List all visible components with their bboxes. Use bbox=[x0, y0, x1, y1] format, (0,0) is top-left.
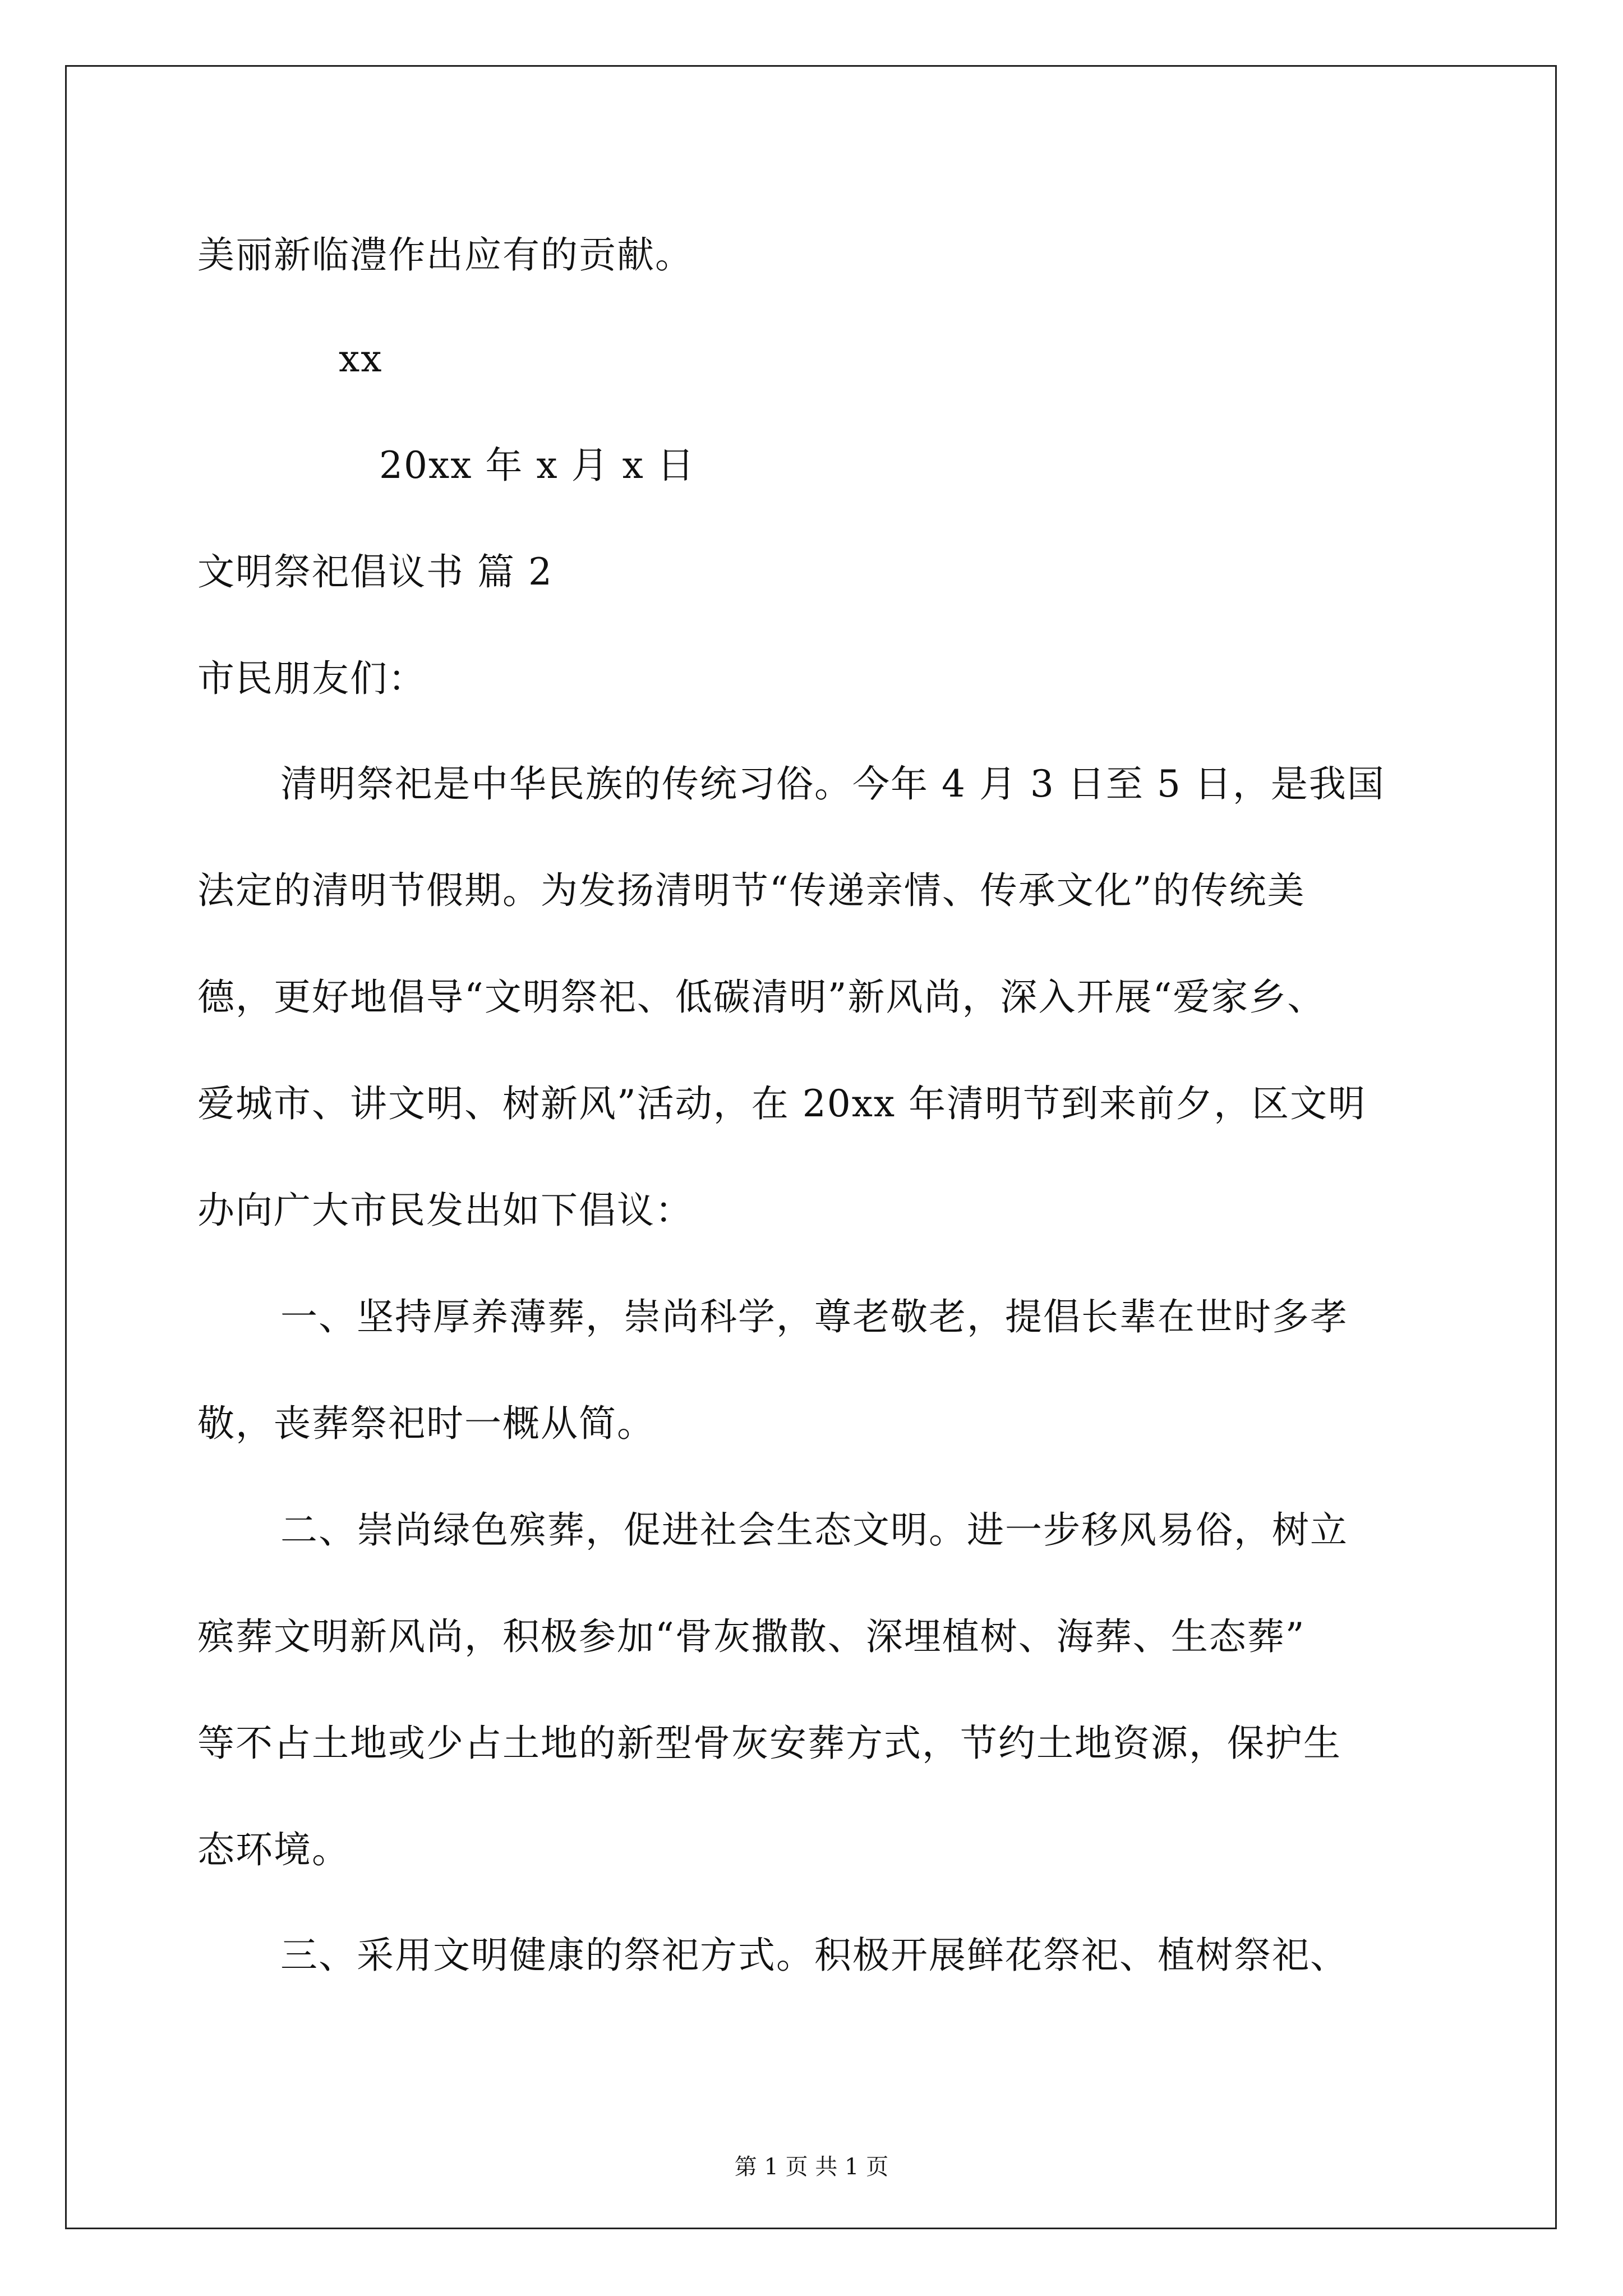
signature-date: 20xx 年 x 月 x 日 bbox=[379, 444, 695, 487]
paragraph-line: 德，更好地倡导“文明祭祀、低碳清明”新风尚，深入开展“爱家乡、 bbox=[197, 976, 1326, 1019]
salutation: 市民朋友们： bbox=[197, 657, 426, 700]
paragraph-line: 清明祭祀是中华民族的传统习俗。今年 4 月 3 日至 5 日，是我国 bbox=[280, 762, 1385, 806]
section-title: 文明祭祀倡议书 篇 2 bbox=[197, 550, 553, 593]
paragraph-line: 二、崇尚绿色殡葬，促进社会生态文明。进一步移风易俗，树立 bbox=[280, 1508, 1348, 1552]
paragraph-line: 三、采用文明健康的祭祀方式。积极开展鲜花祭祀、植树祭祀、 bbox=[280, 1934, 1348, 1977]
paragraph-line: 敬，丧葬祭祀时一概从简。 bbox=[197, 1402, 655, 1445]
page-border bbox=[65, 65, 1557, 2229]
paragraph-line: 一、坚持厚养薄葬，崇尚科学，尊老敬老，提倡长辈在世时多孝 bbox=[280, 1295, 1348, 1338]
paragraph-line: 法定的清明节假期。为发扬清明节“传递亲情、传承文化”的传统美 bbox=[197, 869, 1306, 912]
paragraph-line: 办向广大市民发出如下倡议： bbox=[197, 1189, 693, 1232]
text-line-closing: 美丽新临澧作出应有的贡献。 bbox=[197, 233, 693, 277]
page-number-footer: 第 1 页 共 1 页 bbox=[734, 2154, 889, 2180]
paragraph-line: 等不占土地或少占土地的新型骨灰安葬方式，节约土地资源，保护生 bbox=[197, 1722, 1341, 1765]
paragraph-line: 殡葬文明新风尚，积极参加“骨灰撒散、深埋植树、海葬、生态葬” bbox=[197, 1615, 1306, 1658]
signature-name: xx bbox=[339, 337, 383, 380]
paragraph-line: 爱城市、讲文明、树新风”活动，在 20xx 年清明节到来前夕，区文明 bbox=[197, 1082, 1367, 1125]
paragraph-line: 态环境。 bbox=[197, 1828, 350, 1871]
